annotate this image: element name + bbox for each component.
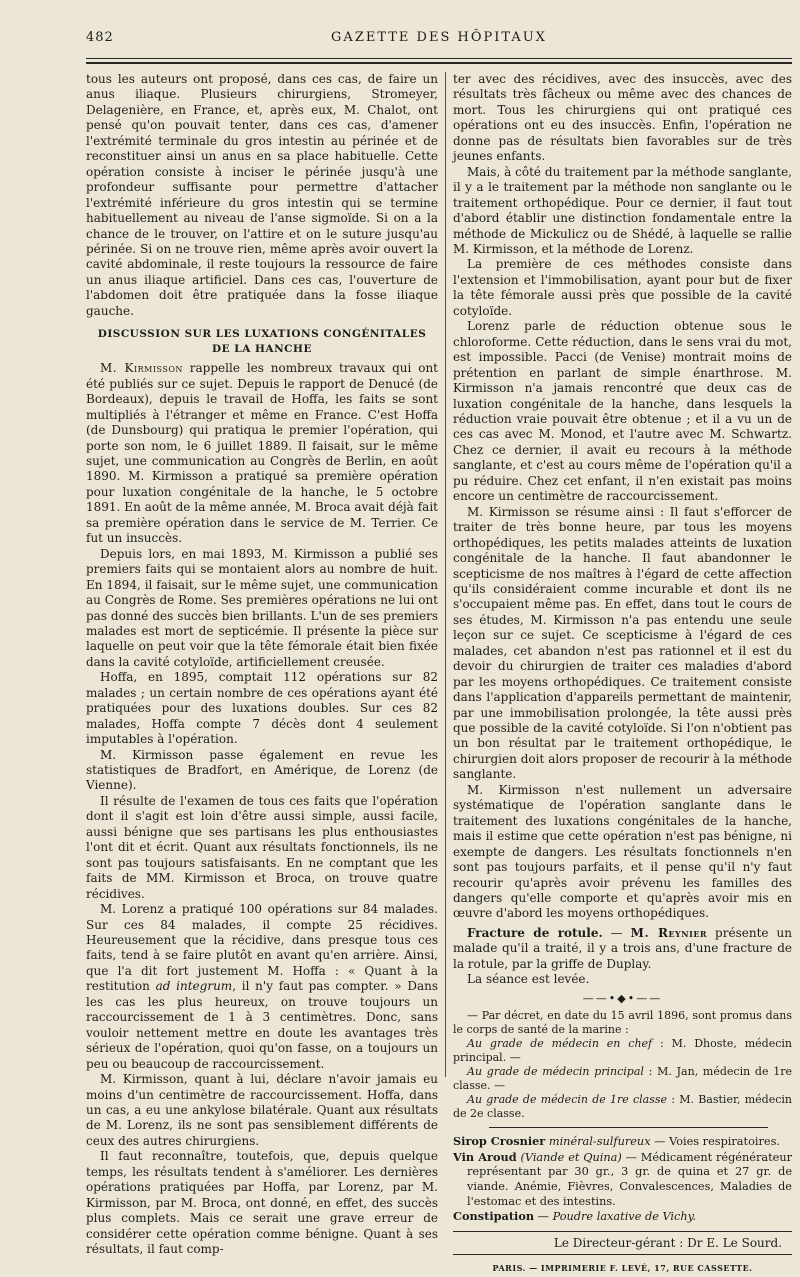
case-title: Fracture de rotule. — [467, 925, 603, 940]
paragraph: Hoffa, en 1895, comptait 112 opérations sur 82 malades ; un certain nombre de ces opérations ayant été pratiquées pour des luxations doubles. Sur ces 82 malades, Hoffa compte 7 décès dont 4 seulement imputables à l'opération. — [86, 670, 438, 747]
paragraph — [453, 926, 792, 972]
paragraph: Il faut reconnaître, toutefois, que, depuis quelque temps, les résultats tendent à s'améliorer. Les dernières opérations pratiquées par Hoffa, par Lorenz, par M. Kirmisson, par M. Broca, ont donné, en effet, des succès plus complets. Mais ce serait une grave erreur de considérer cette opération comme bénigne. Quant à ses résultats, il faut comp- — [86, 1149, 438, 1257]
speaker-name: M. Kirmisson — [100, 361, 183, 376]
left-column — [86, 72, 438, 1258]
advertisements — [453, 1134, 792, 1225]
promotion-text: : M. Bastier, médecin de 2e classe. — [453, 1093, 792, 1121]
paragraph: Lorenz parle de réduction obtenue sous le chloroforme. Cette réduction, dans le sens vrai du mot, est impossible. Pacci (de Venise) montrait moins de prétention en parlant de simple énarthrose. M. Kirmisson n'a jamais rencontré que deux cas de luxation congénitale de la hanche, dans lesquels la réduction vraie pouvait être obtenue ; et il a vu un de ces cas avec M. Monod, et l'autre avec M. Schwartz. Chez ce dernier, il avait eu recours à la méthode sanglante, et c'est au cours même de l'opération qu'il a pu réduire. Chez cet enfant, il n'en existait pas moins encore un centimètre de raccourcissement. — [453, 319, 792, 504]
paragraph-text: , il n'y faut pas compter. » Dans les cas les plus heureux, on trouve toujours un raccourcissement de 1 à 3 centimètres. Donc, sans vouloir nettement mettre en doute les avantages très sérieux de l'opération, quoi qu'on fasse, on a toujours un peu ou beaucoup de raccourcissement. — [86, 979, 439, 1071]
paragraph-text: présente un malade qu'il a traité, il y a trois ans, d'une fracture de la rotule, par la griffe de Duplay. — [453, 925, 792, 971]
editor-signature: Le Directeur-gérant : Dr E. Le Sourd. — [553, 1235, 782, 1250]
product-descriptor: (Viande et Quina) — [516, 1150, 622, 1164]
paragraph: Il résulte de l'examen de tous ces faits que l'opération dont il s'agit est loin d'être aussi simple, aussi facile, aussi bénigne que ses partisans les plus enthousiastes l'ont dit et écrit. Quant aux résultats fonctionnels, ils ne sont pas toujours satisfaisants. En ne comptant que les faits de MM. Kirmisson et Broca, on trouve quatre récidives. — [86, 793, 438, 901]
paragraph-text: M. Lorenz a pratiqué 100 opérations sur 84 malades. Sur ces 84 malades, il compte 25 récidives. Heureusement que la récidive, dans presque tous ces faits, tend à se faire plutôt en avant qu'en arrière. Ainsi, que l'a dit fort justement M. Hoffa : « Quant à la restitution — [86, 902, 438, 994]
separator — [453, 1254, 792, 1255]
page-number: 482 — [86, 30, 114, 45]
ad-text: — Voies respiratoires. — [650, 1135, 780, 1149]
decree-notice: — Par décret, en date du 15 avril 1896, sont promus dans le corps de santé de la marine : — [453, 1009, 792, 1037]
promotion-text: : M. Dhoste, médecin principal. — — [453, 1037, 792, 1065]
promotion — [453, 1065, 792, 1093]
paragraph: M. Kirmisson se résume ainsi : Il faut s'efforcer de traiter de très bonne heure, par tous les moyens orthopédiques, les petits malades atteints de luxation congénitale de la hanche. Il faut abandonner le scepticisme de nos maîtres à l'égard de cette affection qu'ils considéraient comme incurable et dont ils ne s'occupaient même pas. En effet, dans tout le cours de ses études, M. Kirmisson n'a pas entendu une seule leçon sur ce sujet. Ce scepticisme à l'égard de ces malades, cet abandon n'est pas rationnel et il est du devoir du chirurgien de traiter ces maladies d'abord par les moyens orthopédiques. Ce traitement consiste dans l'application d'appareils permettant de maintenir, par une immobilisation prolongée, la tête aussi près que possible de la cavité cotyloïde. Si l'on n'obtient pas un bon résultat par le traitement orthopédique, le chirurgien doit alors proposer de recourir à la méthode sanglante. — [453, 504, 792, 782]
paragraph: ter avec des récidives, avec des insuccès, avec des résultats très fâcheux ou même avec des chances de mort. Tous les chirurgiens qui ont pratiqué ces opérations ont eu des insuccès. Enfin, l'opération ne donne pas de résultats bien favorables sur de très jeunes enfants. — [453, 72, 792, 164]
advertisement — [453, 1209, 792, 1225]
printer-imprint: PARIS. — IMPRIMERIE F. LEVÉ, 17, RUE CASSETTE. — [492, 1263, 753, 1274]
ad-text: — Médicament régénérateur représentant par 30 gr., 3 gr. de quina et 27 gr. de viande. Anémie, Fièvres, Convalescences, Maladies de l'estomac et des intestins. — [467, 1150, 792, 1208]
running-header — [86, 30, 792, 52]
product-descriptor: minéral-sulfureux — [545, 1135, 651, 1149]
right-column — [453, 72, 792, 1277]
separator — [489, 1127, 768, 1128]
promotion-grade: Au grade de médecin en chef — [467, 1037, 653, 1051]
header-rule-thick — [86, 62, 792, 64]
promotion — [453, 1093, 792, 1121]
product-name: Sirop Crosnier — [453, 1134, 546, 1149]
product-name: Vin Aroud — [453, 1149, 517, 1164]
latin-phrase: ad integrum — [155, 979, 233, 994]
paragraph-text: rappelle les nombreux travaux qui ont été publiés sur ce sujet. Depuis le rapport de Denucé (de Bordeaux), depuis le travail de Hoffa, les faits se sont multipliés à l'étranger et même en France. C'est Hoffa (de Dunsbourg) qui pratiqua le premier l'opération, qui porte son nom, le 6 juillet 1889. Il faisait, sur le même sujet, une communication au Congrès de Berlin, en août 1890. M. Kirmisson a pratiqué sa première opération pour luxation congénitale de la hanche, le 5 octobre 1891. En août de la même année, M. Broca avait déjà fait sa première opération dans le service de M. Terrier. Ce fut un insuccès. — [86, 361, 439, 546]
heading-line: DE LA HANCHE — [212, 343, 312, 356]
separator — [453, 1231, 792, 1232]
paragraph: Mais, à côté du traitement par la méthode sanglante, il y a le traitement par la méthode non sanglante ou le traitement orthopédique. Pour ce dernier, il faut tout d'abord établir une distinction fondamentale entre la méthode de Mickulicz ou de Shédé, à laquelle se rallie M. Kirmisson, et la méthode de Lorenz. — [453, 164, 792, 256]
promotion — [453, 1037, 792, 1065]
paragraph: M. Kirmisson, quant à lui, déclare n'avoir jamais eu moins d'un centimètre de raccourcissement. Hoffa, dans un cas, a eu une ankylose bilatérale. Quant aux résultats de M. Lorenz, ils ne sont pas sensiblement différents de ceux des autres chirurgiens. — [86, 1072, 438, 1148]
paragraph: Depuis lors, en mai 1893, M. Kirmisson a publié ses premiers faits qui se montaient alors au nombre de huit. En 1894, il faisait, sur le même sujet, une communication au Congrès de Rome. Ses premières opérations ne lui ont pas donné des succès bien brillants. L'un de ses premiers malades est mort de septicémie. Il présente la pièce sur laquelle on peut voir que la tête fémorale était bien fixée dans la cavité cotyloïde, artificiellement creusée. — [86, 546, 438, 669]
paragraph: tous les auteurs ont proposé, dans ces cas, de faire un anus iliaque. Plusieurs chirurgiens, Stromeyer, Delagenière, en France, et, après eux, M. Chalot, ont pensé qu'on pouvait tenter, dans ces cas, d'amener l'extrémité terminale du gros intestin au périnée et de reconstituer ainsi un anus en sa place habituelle. Cette opération consiste à inciser le périnée jusqu'à une profondeur suffisante pour permettre d'attacher l'extrémité inférieure du gros intestin qui se termine habituellement au niveau de l'anse sigmoïde. Si on a la chance de le trouver, on l'attire et on le suture jusqu'au périnée. Si on ne trouve rien, même après avoir ouvert la cavité abdominale, il reste toujours la ressource de faire un anus iliaque artificiel. Dans ces cas, l'ouverture de l'abdomen doit être pratiquée dans la fosse iliaque gauche. — [86, 72, 438, 318]
journal-title: GAZETTE DES HÔPITAUX — [331, 30, 547, 45]
header-rule — [86, 58, 792, 59]
paragraph: La première de ces méthodes consiste dans l'extension et l'immobilisation, ayant pour but de fixer la tête fémorale aussi près que possible de la cavité cotyloïde. — [453, 257, 792, 318]
column-divider — [445, 72, 446, 1077]
paragraph — [86, 361, 438, 546]
paragraph — [86, 902, 438, 1072]
advertisement — [453, 1134, 792, 1150]
promotion-text: : M. Jan, médecin de 1re classe. — — [453, 1065, 792, 1093]
promotion-grade: Au grade de médecin principal — [467, 1065, 644, 1079]
paragraph: M. Kirmisson n'est nullement un adversaire systématique de l'opération sanglante dans le traitement des luxations congénitales de la hanche, mais il estime que cette opération n'est pas bénigne, ni exempte de dangers. Les résultats fonctionnels n'en sont pas toujours parfaits, et il pense qu'il n'y faut recourir qu'après avoir prévenu les familles des dangers qu'elle comporte et qu'après avoir mis en œuvre d'abord les moyens orthopédiques. — [453, 782, 792, 921]
paragraph: M. Kirmisson passe également en revue les statistiques de Bradfort, en Amérique, de Lorenz (de Vienne). — [86, 747, 438, 793]
advertisement — [453, 1150, 792, 1209]
ornament-divider: ——•◆•—— — [582, 991, 663, 1005]
paragraph: La séance est levée. — [467, 972, 590, 987]
dash: — — [602, 925, 631, 940]
product-name: Constipation — [453, 1209, 535, 1224]
heading-line: DISCUSSION SUR LES LUXATIONS CONGÉNITALES — [97, 328, 427, 341]
promotion-grade: Au grade de médecin de 1re classe — [467, 1093, 668, 1107]
section-heading — [86, 327, 438, 357]
product-descriptor: — Poudre laxative de Vichy. — [534, 1210, 697, 1224]
speaker-name: M. Reynier — [630, 925, 708, 940]
